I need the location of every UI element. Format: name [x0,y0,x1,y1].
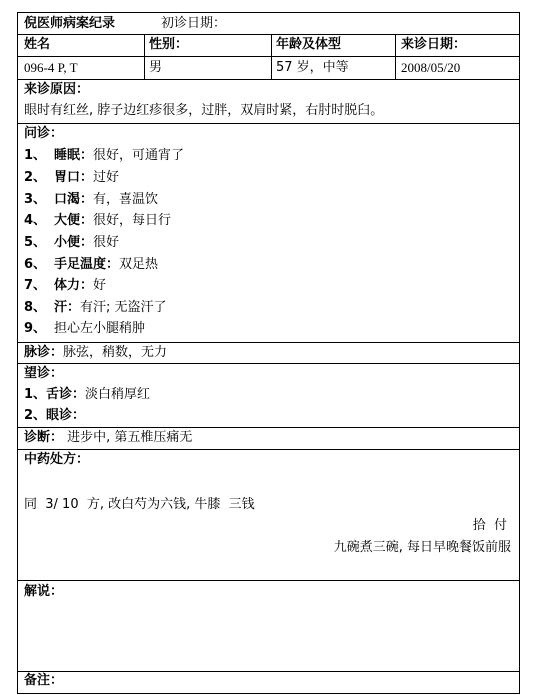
row-divider [18,363,519,364]
pulse-row [24,344,167,362]
row-divider [18,449,519,450]
visit-date: 2008/05/20 [401,60,461,75]
prescription-line: 同 3/ 10 方, 改白芍为六钱, 牛膝 三钱 [24,497,255,512]
item-text: 汗：有汗; 无盗汗了 [54,300,167,315]
prescription-label: 中药处方： [24,452,90,467]
eye-row [24,407,85,425]
diagnosis-label: 诊断： [24,430,64,445]
tongue-text: 淡白稍厚红 [85,387,151,402]
inquiry-label: 问诊： [24,126,64,141]
item-text: 担心左小腿稍肿 [54,321,146,336]
explanation-label: 解说： [24,584,64,599]
item-text: 手足温度：双足热 [54,257,159,272]
row-divider [18,123,519,124]
visit-date-label: 来诊日期： [401,37,467,52]
item-text: 体力：好 [54,278,107,293]
item-number: 8、 [24,300,47,315]
prescription-instructions: 九碗煮三碗, 每日早晚餐饭前服 [333,540,511,555]
diagnosis-text: 进步中, 第五椎压痛无 [67,430,193,445]
column-divider [144,34,145,79]
patient-age: 57 岁，中等 [276,60,349,75]
diagnosis-row [24,429,192,447]
eye-label: 2、眼诊： [24,408,86,423]
row-divider [18,342,519,343]
remarks-label: 备注： [24,673,64,688]
case-record-form [17,12,520,694]
inspection-label: 望诊： [24,366,64,381]
column-divider [271,34,272,79]
column-divider [395,34,396,79]
item-number: 3、 [24,192,47,207]
patient-sex: 男 [149,60,163,75]
prescription-doses: 拾 付 [472,518,507,533]
tongue-label: 1、舌诊： [24,387,86,402]
item-text: 口渴：有，喜温饮 [54,192,159,207]
name-label: 姓名 [24,37,51,52]
item-number: 7、 [24,278,47,293]
item-text: 胃口：过好 [54,170,120,185]
item-number: 5、 [24,235,47,250]
item-number: 6、 [24,257,47,272]
first-visit-label: 初诊日期： [161,16,227,31]
item-number: 4、 [24,213,47,228]
item-number: 9、 [24,321,47,336]
patient-name: 096-4 P, T [24,60,78,75]
tongue-row [24,386,150,404]
item-text: 大便：很好，每日行 [54,213,172,228]
item-text: 睡眠：很好，可通宵了 [54,148,185,163]
item-number: 2、 [24,170,47,185]
reason-text: 眼时有红丝, 脖子边红疹很多，过胖，双肩时紧，右肘时脱臼。 [24,103,384,118]
row-divider [18,671,519,672]
row-divider [18,34,519,35]
sex-label: 性别： [149,37,189,52]
reason-label: 来诊原因： [24,82,90,97]
item-text: 小便：很好 [54,235,120,250]
row-divider [18,580,519,581]
pulse-label: 脉诊： [24,345,64,360]
item-number: 1、 [24,148,47,163]
pulse-text: 脉弦，稍数，无力 [63,345,168,360]
row-divider [18,79,519,80]
row-divider [18,427,519,428]
row-divider [18,56,519,57]
age-label: 年龄及体型 [276,37,342,52]
form-title: 倪医师病案纪录 [24,16,116,31]
